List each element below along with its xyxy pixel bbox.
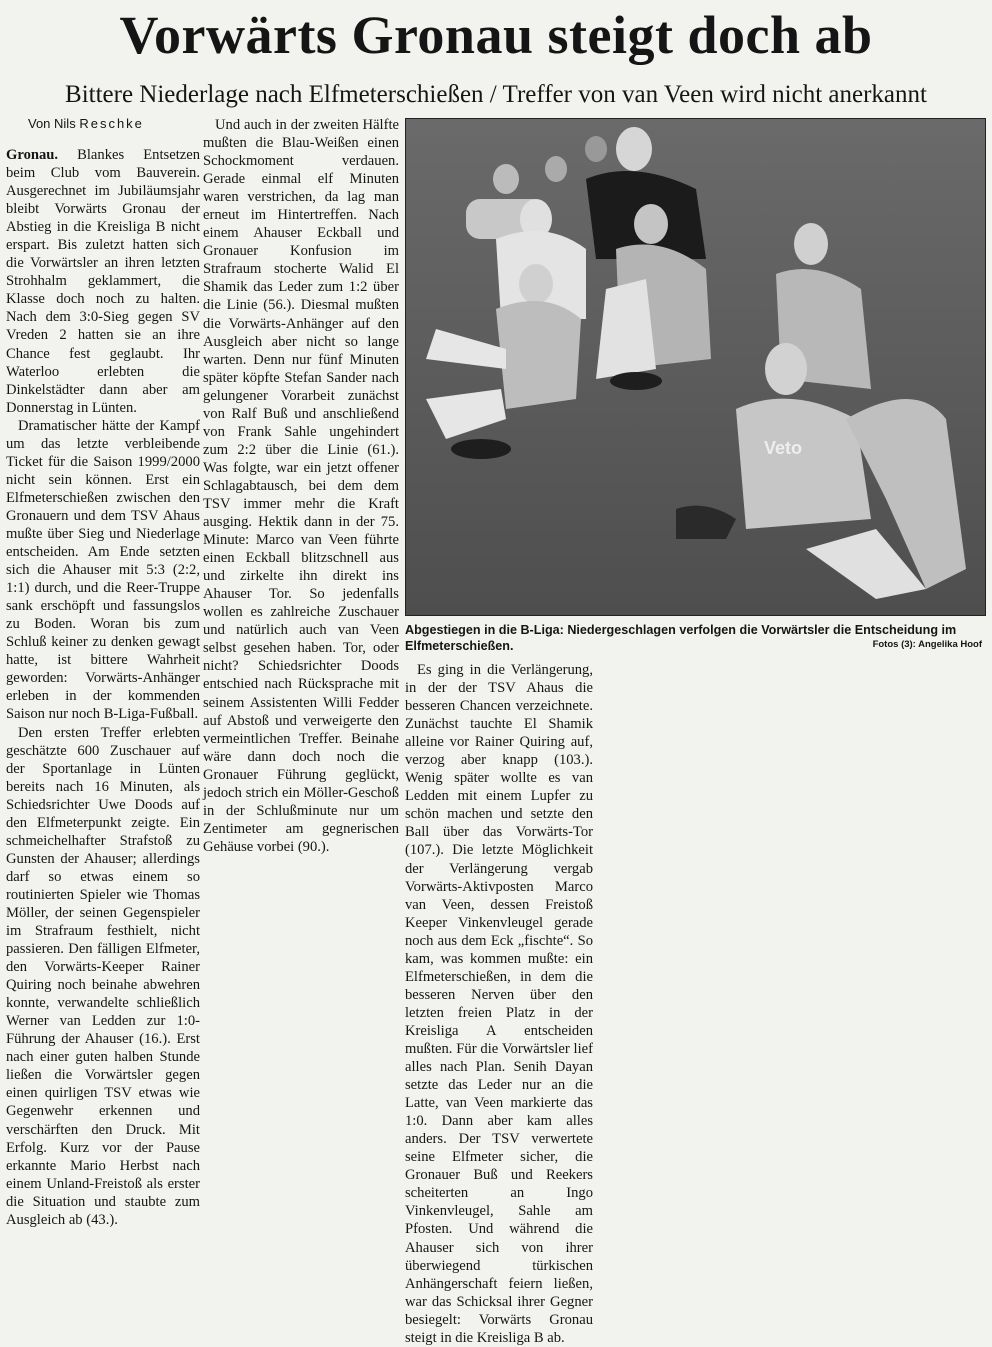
text-column-1 <box>6 146 200 1228</box>
team-photo <box>405 118 986 616</box>
photo-credit: Fotos (3): Angelika Hoof <box>872 639 982 650</box>
byline-name: Reschke <box>79 116 144 131</box>
text-column-2 <box>203 116 399 974</box>
jersey-text: Veto <box>764 438 803 458</box>
dateline: Gronau. <box>6 147 59 163</box>
photo-caption: Abgestiegen in die B-Liga: Niedergeschlagen verfolgen die Vorwärtsler die Entscheidung im Elfmeterschießen. <box>405 623 957 653</box>
photo-illustration <box>406 119 985 615</box>
paragraph-1: Blankes Entsetzen beim Club vom Bauverein. Ausgerechnet im Jubiläumsjahr bleibt Vorwärts Gronau der Abstieg in die Kreisliga B nicht erspart. Bis zuletzt hatten sich die Vorwärtsler an ihren letzten Strohhalm geklammert, die Klasse doch noch zu halten. Nach dem 3:0-Sieg gegen SV Vreden 2 hatten sie an ihre Chance fest geglaubt. Ihr Waterloo erlebten die Dinkelstädter dann aber am Donnerstag in Lünten. <box>6 147 200 416</box>
byline <box>28 115 144 133</box>
text-column-4 <box>599 661 790 974</box>
article-body <box>6 146 200 1229</box>
paragraph-3: Den ersten Treffer erlebten geschätzte 600 Zuschauer auf der Sportanlage in Lünten bereits nach 16 Minuten, als Schiedsrichter Uwe Doods auf den Elfmeterpunkt zeigte. Ein schmeichelhafter Strafstoß zu Gunsten der Ahauser; allerdings darf so etwas einem so routinierten Spieler wie Thomas Möller, der seinen Gegenspieler im Strafraum festhielt, nicht passieren. Den fälligen Elfmeter, den Vorwärts-Keeper Rainer Quiring noch beinahe abwehren konnte, verwandelte schließlich Werner van Ledden zur 1:0-Führung der Ahauser (16.). Erst nach einer guten halben Stunde ließen die Vorwärtsler gegen einen quirligen TSV etwas wie Gegenwehr erkennen und verschärften den Druck. Mit Erfolg. Kurz vor der Pause erkannte Mario Herbst nach einem Unland-Freistoß als erster die Situation und staubte zum Ausgleich ab (43.). <box>6 724 200 1228</box>
paragraph-4: Und auch in der zweiten Hälfte mußten die Blau-Weißen einen Schockmoment verdauen. Gerade einmal elf Minuten waren verstrichen, da lag man erneut im Hintertreffen. Nach einem Ahauser Eckball und Gronauer Konfusion im Strafraum stocherte Walid El Shamik das Leder zum 1:2 über die Linie (56.). Diesmal mußten die Vorwärts-Anhänger auf den Ausgleich aber nicht so lange warten. Denn nur fünf Minuten später köpfte Stefan Sander nach gelungener Vorarbeit zunächst von Ralf Buß und anschließend von Frank Sahle ungehindert zum 2:2 über die Linie (61.). Was folgte, war ein jetzt offener Schlagabtausch, bei dem dem TSV immer mehr die Kraft ausging. Hektik dann in der 75. Minute: Marco van Veen führte einen Eckball blitzschnell aus und zirkelte ihn direkt ins Ahauser Tor. So jedenfalls wollen es zahlreiche Zuschauer und natürlich auch van Veen selbst gesehen haben. Tor, oder nicht? Schiedsrichter Doods entschied nach Rücksprache mit seinem Assistenten Willi Fedder auf Abstoß und verweigerte den vermeintlichen Treffer. Beinahe wäre dann doch noch die Gronauer Führung geglückt, jedoch strich ein Möller-Geschoß in der Schlußminute nur um Zentimeter am gegnerischen Gehäuse vorbei (90.). <box>203 117 399 855</box>
text-column-5 <box>795 661 987 974</box>
lead-paragraph <box>6 146 200 417</box>
text-column-3 <box>405 661 593 1346</box>
subheadline: Bittere Niederlage nach Elfmeterschießen / Treffer von van Veen wird nicht anerkannt <box>65 81 927 108</box>
paragraph-2: Dramatischer hätte der Kampf um das letzte verbleibende Ticket für die Saison 1999/2000 nicht sein können. Erst ein Elfmeterschießen zwischen den Gronauern und dem TSV Ahaus mußte über Sieg und Niederlage entscheiden. Am Ende setzten sich die Ahauser mit 5:3 (2:2, 1:1) durch, und die Reer-Truppe sank erschöpft und fassungslos zu Boden. Woran bis zum Schluß keiner zu denken gewagt hatte, ist bittere Wahrheit geworden: Vorwärts-Anhänger erleben in der kommenden Saison nur noch B-Liga-Fußball. <box>6 417 200 723</box>
byline-prefix: Von Nils <box>28 116 76 131</box>
paragraph-5: Es ging in die Verlängerung, in der der TSV Ahaus die besseren Chancen verzeichnete. Zunächst tauchte El Shamik alleine vor Rainer Quiring auf, verzog aber knapp (103.). Wenig später wollte es van Ledden mit einem Lupfer zu schön machen und setzte den Ball über das Vorwärts-Tor (107.). Die letzte Möglichkeit der Verlängerung vergab Vorwärts-Aktivposten Marco van Veen, dessen Freistoß Keeper Vinkenvleugel gerade noch aus dem Eck „fischte“. So kam, was kommen mußte: ein Elfmeterschießen, in dem die besseren Nerven über den letzten freien Platz in der Kreisliga A entscheiden mußten. Für die Vorwärtsler lief alles nach Plan. Senih Dayan setzte das Leder nur an die Latte, van Veen markierte das 1:0. Dann aber kam alles anders. Der TSV verwertete seine Elfmeter sicher, die Gronauer Buß und Reekers scheiterten an Ingo Vinkenvleugel, Sahle am Pfosten. Und während die Ahauser sich von ihrer überwiegend türkischen Anhängerschaft feiern ließen, war das Schicksal ihrer Gegner besiegelt: Vorwärts Gronau steigt in die Kreisliga B ab. <box>405 662 593 1346</box>
headline: Vorwärts Gronau steigt doch ab <box>119 5 873 65</box>
